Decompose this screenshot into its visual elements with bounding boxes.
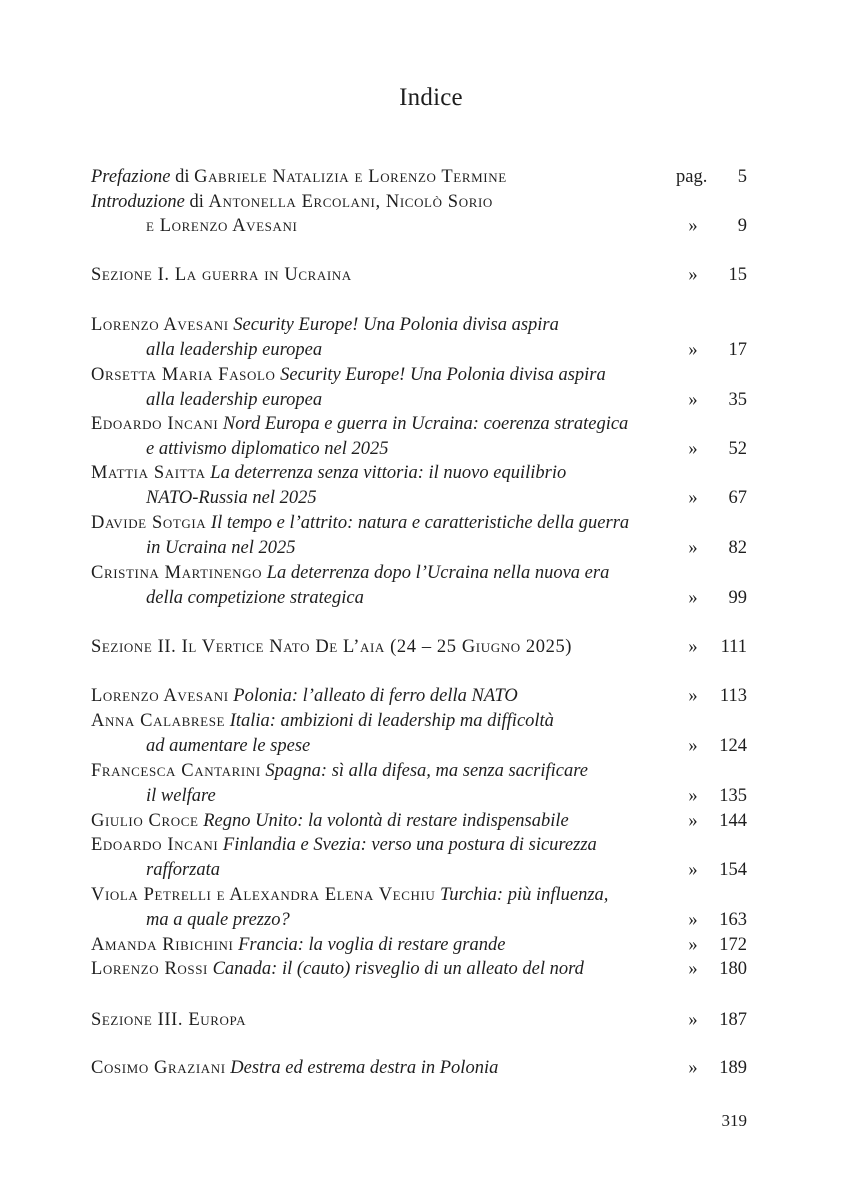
page-number: 15	[728, 265, 747, 285]
toc-entry[interactable]	[0, 1056, 862, 1081]
folio-page-number: 319	[721, 1111, 747, 1130]
page-number: 67	[728, 488, 747, 508]
page-number: 113	[719, 686, 747, 706]
toc-entry[interactable]	[0, 412, 862, 437]
ditto-mark: »	[688, 1058, 698, 1078]
entry-title: Introduzione	[91, 192, 185, 212]
entry-title: alla leadership europea	[146, 340, 323, 360]
section-heading-2[interactable]	[0, 635, 862, 660]
toc-entry-cont[interactable]	[0, 784, 862, 809]
toc-entry[interactable]	[0, 561, 862, 586]
toc-entry[interactable]	[0, 883, 862, 908]
entry-title: Canada: il (cauto) risveglio di un alleato del nord	[212, 959, 584, 979]
toc-entry-cont[interactable]	[0, 908, 862, 933]
ditto-mark: »	[688, 1010, 698, 1030]
ditto-mark: »	[688, 786, 698, 806]
page-number: 111	[720, 637, 747, 657]
entry-title: il welfare	[146, 786, 216, 806]
entry-title: Francia: la voglia di restare grande	[238, 935, 506, 955]
section-heading-1[interactable]	[0, 263, 862, 288]
page-number: 124	[719, 736, 747, 756]
entry-author: Lorenzo Avesani	[91, 315, 229, 335]
entry-title: Italia: ambizioni di leadership ma difficoltà	[229, 711, 554, 731]
page-number: 82	[728, 538, 747, 558]
entry-author: Francesca Cantarini	[91, 761, 261, 781]
toc-entry[interactable]	[0, 511, 862, 536]
entry-title: Security Europe! Una Polonia divisa aspira	[233, 315, 559, 335]
toc-entry[interactable]	[0, 957, 862, 982]
entry-author: Edoardo Incani	[91, 835, 219, 855]
entry-author: Davide Sotgia	[91, 513, 207, 533]
entry-title: Turchia: più influenza,	[440, 885, 609, 905]
entry-authors: Antonella Ercolani, Nicolò Sorio	[208, 192, 493, 212]
ditto-mark: »	[688, 686, 698, 706]
entry-title: ad aumentare le spese	[146, 736, 311, 756]
entry-title: Security Europe! Una Polonia divisa aspira	[280, 365, 606, 385]
ditto-mark: »	[688, 265, 698, 285]
toc-entry[interactable]	[0, 833, 862, 858]
entry-title: Nord Europa e guerra in Ucraina: coerenza strategica	[222, 414, 629, 434]
toc-entry[interactable]	[0, 759, 862, 784]
entry-author: Cristina Martinengo	[91, 563, 263, 583]
toc-entry[interactable]	[0, 933, 862, 958]
toc-entry[interactable]	[0, 363, 862, 388]
entry-title: alla leadership europea	[146, 390, 323, 410]
ditto-mark: »	[688, 588, 698, 608]
toc-entry-cont[interactable]	[0, 536, 862, 561]
toc-entry-cont[interactable]	[0, 586, 862, 611]
entry-title: rafforzata	[146, 860, 221, 880]
toc-entry-cont[interactable]	[0, 858, 862, 883]
page-number: 180	[719, 959, 747, 979]
ditto-mark: »	[688, 736, 698, 756]
entry-authors: Gabriele Natalizia e Lorenzo Termine	[194, 167, 507, 187]
entry-title: NATO-Russia nel 2025	[146, 488, 317, 508]
section-title: Sezione II. Il Vertice Nato De L’aia (24 – 25 Giugno 2025)	[91, 637, 573, 657]
entry-author: Giulio Croce	[91, 811, 199, 831]
entry-title: ma a quale prezzo?	[146, 910, 290, 930]
page-number: 163	[719, 910, 747, 930]
page-number: 187	[719, 1010, 747, 1030]
entry-title: Destra ed estrema destra in Polonia	[230, 1058, 499, 1078]
ditto-mark: »	[688, 637, 698, 657]
page-number: 35	[728, 390, 747, 410]
section-title: Sezione III. Europa	[91, 1010, 247, 1030]
page-number: 99	[728, 588, 747, 608]
ditto-mark: »	[688, 959, 698, 979]
ditto-mark: »	[688, 439, 698, 459]
toc-entry-cont[interactable]	[0, 734, 862, 759]
entry-author: Lorenzo Avesani	[91, 686, 229, 706]
entry-author: Mattia Saitta	[91, 463, 206, 483]
ditto-mark: »	[688, 340, 698, 360]
entry-author: Orsetta Maria Fasolo	[91, 365, 276, 385]
section-heading-3[interactable]	[0, 1008, 862, 1033]
page-title: Indice	[399, 84, 463, 111]
entry-title: La deterrenza dopo l’Ucraina nella nuova era	[266, 563, 610, 583]
entry-title: Regno Unito: la volontà di restare indispensabile	[203, 811, 569, 831]
ditto-mark: »	[688, 488, 698, 508]
toc-entry-introduzione[interactable]	[0, 190, 862, 215]
toc-entry[interactable]	[0, 313, 862, 338]
entry-title: e attivismo diplomatico nel 2025	[146, 439, 389, 459]
page-number: 17	[728, 340, 747, 360]
entry-author: Lorenzo Rossi	[91, 959, 208, 979]
entry-author: Amanda Ribichini	[91, 935, 234, 955]
entry-author: Cosimo Graziani	[91, 1058, 226, 1078]
ditto-mark: »	[688, 811, 698, 831]
page-number: 52	[728, 439, 747, 459]
page-number: 154	[719, 860, 747, 880]
ditto-mark: »	[688, 935, 698, 955]
toc-entry[interactable]	[0, 684, 862, 709]
toc-entry-prefazione[interactable]	[0, 165, 862, 190]
entry-title: Spagna: sì alla difesa, ma senza sacrificare	[265, 761, 588, 781]
entry-title: della competizione strategica	[146, 588, 364, 608]
toc-entry[interactable]	[0, 461, 862, 486]
page-number: 172	[719, 935, 747, 955]
toc-entry[interactable]	[0, 809, 862, 834]
page-number: 144	[719, 811, 747, 831]
entry-title: Prefazione	[91, 167, 171, 187]
entry-title: Finlandia e Svezia: verso una postura di sicurezza	[222, 835, 597, 855]
toc-entry-cont[interactable]	[0, 437, 862, 462]
entry-connector: di	[170, 167, 195, 187]
ditto-mark: »	[688, 538, 698, 558]
entry-title: Il tempo e l’attrito: natura e caratteristiche della guerra	[210, 513, 630, 533]
toc-entry-introduzione-cont[interactable]	[0, 214, 862, 239]
section-title: Sezione I. La guerra in Ucraina	[91, 265, 352, 285]
toc-entry-cont[interactable]	[0, 338, 862, 363]
entry-author: Anna Calabrese	[91, 711, 226, 731]
page-number: 9	[737, 216, 747, 236]
page-number: 189	[719, 1058, 747, 1078]
entry-authors: e Lorenzo Avesani	[146, 216, 298, 236]
entry-author: Edoardo Incani	[91, 414, 219, 434]
toc-entry-cont[interactable]	[0, 486, 862, 511]
entry-author: Viola Petrelli e Alexandra Elena Vechiu	[91, 885, 436, 905]
entry-title: La deterrenza senza vittoria: il nuovo equilibrio	[210, 463, 567, 483]
page-number: 5	[737, 167, 747, 187]
entry-title: Polonia: l’alleato di ferro della NATO	[233, 686, 518, 706]
ditto-mark: »	[688, 390, 698, 410]
entry-title: in Ucraina nel 2025	[146, 538, 296, 558]
toc-entry-cont[interactable]	[0, 388, 862, 413]
entry-connector: di	[184, 192, 209, 212]
ditto-mark: »	[688, 216, 698, 236]
ditto-mark: »	[688, 860, 698, 880]
page-label: pag.	[676, 167, 708, 187]
toc-entry[interactable]	[0, 709, 862, 734]
ditto-mark: »	[688, 910, 698, 930]
page-number: 135	[719, 786, 747, 806]
